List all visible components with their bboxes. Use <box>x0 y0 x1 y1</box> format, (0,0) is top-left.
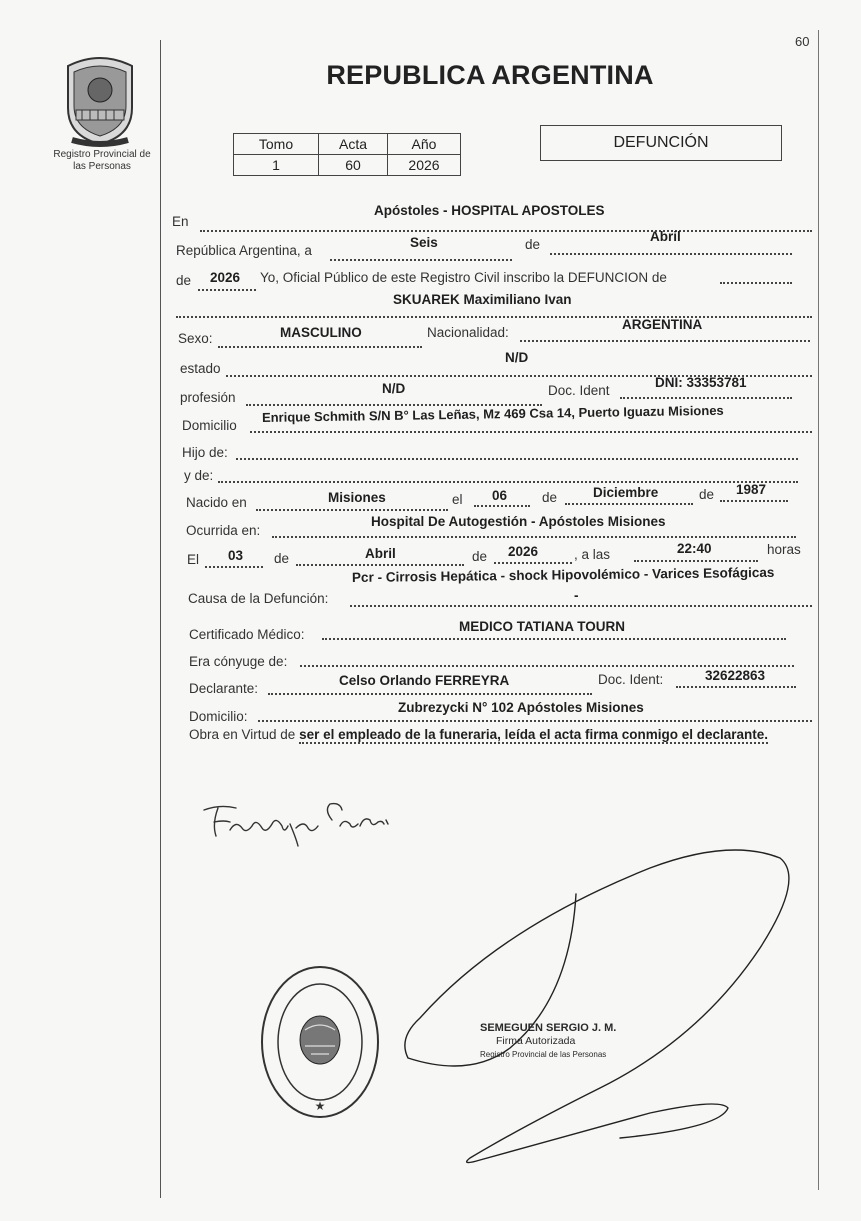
field-def-mes: Abril <box>365 546 396 561</box>
official-seal <box>255 960 385 1130</box>
label-obra: Obra en Virtud de <box>189 727 296 742</box>
field-def-anio: 2026 <box>508 544 539 559</box>
record-table-header <box>234 134 461 155</box>
label-horas: horas <box>767 542 801 557</box>
field-sexo: MASCULINO <box>280 325 362 340</box>
dotted-line <box>676 686 796 688</box>
value-anio: 2026 <box>388 155 461 176</box>
right-margin-line <box>818 30 819 1190</box>
label-el-cap: El <box>187 552 200 567</box>
label-de: de <box>176 273 192 288</box>
record-table-values <box>234 155 461 176</box>
field-causa-cont: - <box>574 588 579 603</box>
label-nacionalidad: Nacionalidad: <box>427 325 509 340</box>
label-a-las: , a las <box>574 547 611 562</box>
label-republica: República Argentina, a <box>176 243 312 258</box>
dotted-line <box>322 638 786 640</box>
stamp-name: SEMEGUEN SERGIO J. M. <box>480 1022 617 1034</box>
field-certificado: MEDICO TATIANA TOURN <box>459 619 625 634</box>
label-en: En <box>172 214 189 229</box>
document-title: REPUBLICA ARGENTINA <box>326 60 654 90</box>
dotted-line <box>620 397 792 399</box>
field-nac-anio: 1987 <box>736 482 767 497</box>
value-acta: 60 <box>319 155 388 176</box>
label-y-de: y de: <box>184 468 214 483</box>
value-tomo: 1 <box>234 155 319 176</box>
label-de: de <box>472 549 488 564</box>
header-anio: Año <box>388 134 461 155</box>
label-causa: Causa de la Defunción: <box>188 591 329 606</box>
field-nac-mes: Diciembre <box>593 485 659 500</box>
field-dni: DNI: 33353781 <box>655 375 747 390</box>
label-estado: estado <box>180 361 221 376</box>
header-tomo: Tomo <box>234 134 319 155</box>
label-de: de <box>542 490 558 505</box>
issuer-caption-line1: Registro Provincial de <box>53 149 151 160</box>
label-hijo-de: Hijo de: <box>182 445 228 460</box>
field-declarante-domicilio: Zubrezycki N° 102 Apóstoles Misiones <box>398 700 644 715</box>
dotted-line <box>634 560 758 562</box>
label-de: de <box>525 237 541 252</box>
record-type-box: DEFUNCIÓN <box>540 125 782 161</box>
dotted-line <box>296 564 464 566</box>
field-causa: Pcr - Cirrosis Hepática - shock Hipovolémico - Varices Esofágicas <box>351 564 775 585</box>
dotted-line <box>720 500 788 502</box>
dotted-line <box>236 458 798 460</box>
obra-paragraph <box>189 725 813 744</box>
field-profesion: N/D <box>382 381 406 396</box>
stamp-role: Firma Autorizada <box>496 1035 576 1047</box>
dotted-line <box>218 346 422 348</box>
dotted-line <box>258 720 812 722</box>
label-conyuge: Era cónyuge de: <box>189 654 288 669</box>
label-ocurrida-en: Ocurrida en: <box>186 523 261 538</box>
dotted-line <box>565 503 693 505</box>
label-de: de <box>699 487 715 502</box>
label-declarante: Declarante: <box>189 681 259 696</box>
field-ocurrida-en: Hospital De Autogestión - Apóstoles Misiones <box>371 514 666 529</box>
page-number: 60 <box>795 34 810 49</box>
label-el: el <box>452 492 463 507</box>
field-nacido-en: Misiones <box>328 490 386 505</box>
dotted-line <box>218 481 798 483</box>
label-certificado: Certificado Médico: <box>189 627 305 642</box>
dotted-line <box>256 509 448 511</box>
dotted-line <box>550 253 792 255</box>
field-estado: N/D <box>505 350 529 365</box>
svg-text:★: ★ <box>314 1099 326 1113</box>
dotted-line <box>250 431 812 433</box>
dotted-line <box>330 259 512 261</box>
header-acta: Acta <box>319 134 388 155</box>
field-nombre: SKUAREK Maximiliano Ivan <box>393 292 572 307</box>
left-margin-line <box>160 40 161 1198</box>
dotted-line <box>205 566 263 568</box>
field-declarante-doc: 32622863 <box>705 668 766 683</box>
issuer-caption-line2: las Personas <box>73 161 131 172</box>
label-de: de <box>274 551 290 566</box>
declarant-signature <box>200 790 420 850</box>
field-dia-letras: Seis <box>410 235 438 250</box>
field-obra: ser el empleado de la funeraria, leída el acta firma conmigo el declarante. <box>299 727 769 742</box>
record-table <box>233 133 461 176</box>
dotted-line <box>350 605 812 607</box>
dotted-line <box>300 665 794 667</box>
field-mes: Abril <box>650 229 681 244</box>
field-lugar: Apóstoles - HOSPITAL APOSTOLES <box>374 203 605 218</box>
label-yo: Yo, Oficial Público de este Registro Civil inscribo la DEFUNCION de <box>260 270 667 285</box>
official-signature <box>400 838 810 1168</box>
label-sexo: Sexo: <box>178 331 213 346</box>
field-hora: 22:40 <box>677 541 712 556</box>
province-crest-icon <box>60 48 140 148</box>
label-doc-ident: Doc. Ident <box>548 383 610 398</box>
label-domicilio2: Domicilio: <box>189 709 248 724</box>
dotted-line <box>176 316 812 318</box>
dotted-line <box>494 562 572 564</box>
field-nacionalidad: ARGENTINA <box>622 317 703 332</box>
stamp-org: Registro Provincial de las Personas <box>480 1050 607 1059</box>
field-nac-dia: 06 <box>492 488 508 503</box>
dotted-line <box>474 505 530 507</box>
signature-stamp <box>480 1022 616 1061</box>
issuer-caption <box>40 149 164 173</box>
field-declarante: Celso Orlando FERREYRA <box>339 673 510 688</box>
field-anio: 2026 <box>210 270 241 285</box>
dotted-line <box>520 340 810 342</box>
dotted-line <box>198 289 256 291</box>
field-def-dia: 03 <box>228 548 244 563</box>
dotted-line <box>268 693 592 695</box>
dotted-line <box>200 230 812 232</box>
label-domicilio: Domicilio <box>182 418 237 433</box>
field-domicilio: Enrique Schmith S/N B° Las Leñas, Mz 469 Csa 14, Puerto Iguazu Misiones <box>261 402 724 425</box>
label-doc-ident2: Doc. Ident: <box>598 672 664 687</box>
label-nacido-en: Nacido en <box>186 495 247 510</box>
label-profesion: profesión <box>180 390 236 405</box>
dotted-line <box>272 536 796 538</box>
dotted-line <box>720 282 792 284</box>
